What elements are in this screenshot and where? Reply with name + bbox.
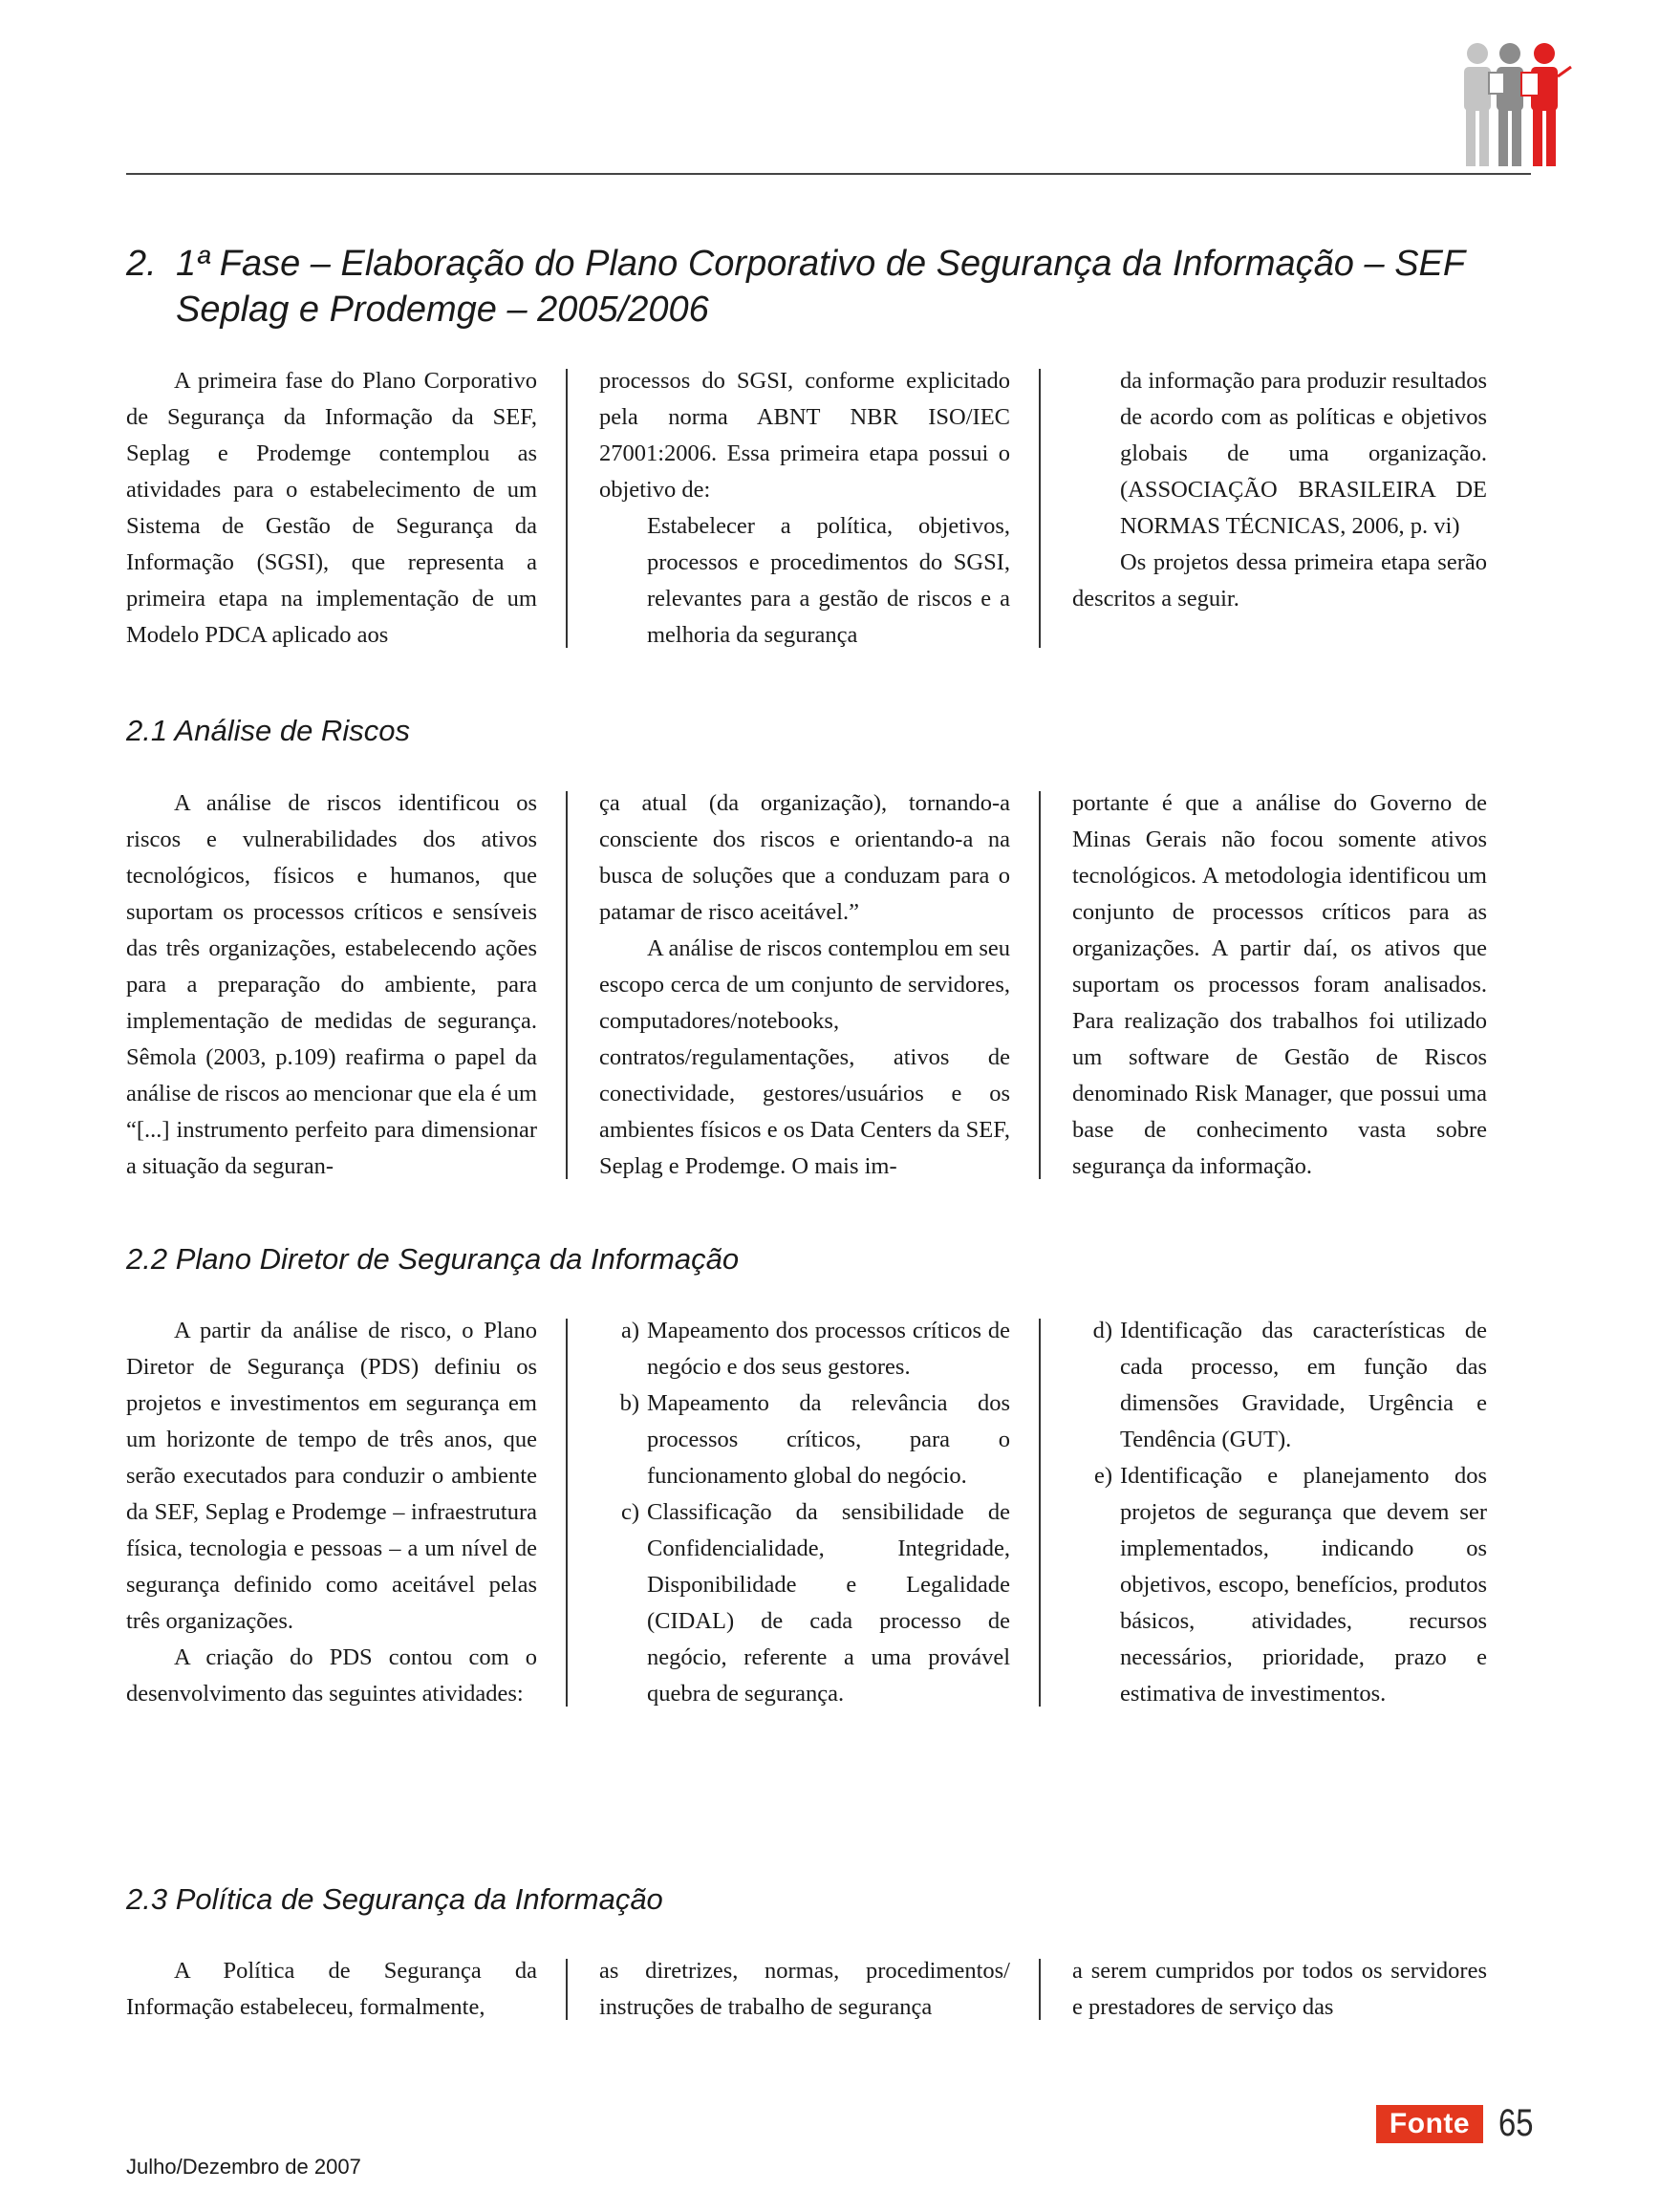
intro-col-2 bbox=[599, 363, 1010, 654]
three-people-icon bbox=[1451, 38, 1584, 172]
s21-col-1 bbox=[126, 785, 537, 1185]
intro-paragraph-2: processos do SGSI, conforme explicitado pela norma ABNT NBR ISO/IEC 27001:2006. Essa primeira etapa possui o objetivo de: bbox=[599, 368, 1010, 503]
title-line-2: Seplag e Prodemge – 2005/2006 bbox=[176, 290, 709, 330]
intro-col-3 bbox=[1072, 363, 1487, 654]
issue-date: Julho/Dezembro de 2007 bbox=[126, 2155, 361, 2179]
page-number: 65 bbox=[1498, 2102, 1534, 2144]
s21-col-2 bbox=[599, 785, 1010, 1185]
header-rule bbox=[126, 173, 1531, 175]
list-item: e) Identificação e planejamento dos projetos de segurança que devem ser implementados, indicando os objetivos, escopo, benefícios, produtos básicos, atividades, recursos necessários, prioridade, prazo e estimativa de investimentos. bbox=[1093, 1463, 1487, 1707]
title-number: 2. bbox=[126, 244, 157, 284]
section-2-1-columns bbox=[126, 785, 1487, 1185]
s22-col-3 bbox=[1072, 1313, 1487, 1712]
s22-col-1 bbox=[126, 1313, 537, 1712]
s23-paragraph-1: A Política de Segurança da Informação estabeleceu, formalmente, bbox=[126, 1958, 537, 2020]
s21-col-3 bbox=[1072, 785, 1487, 1185]
activity-list-part-1 bbox=[599, 1313, 1010, 1712]
intro-col-1 bbox=[126, 363, 537, 654]
section-heading-2-1: 2.1 Análise de Riscos bbox=[126, 714, 410, 747]
s21-paragraph-2: ça atual (da organização), tornando-a consciente dos riscos e orientando-a na busca de soluções que a conduzam para o patamar de risco aceitável.” bbox=[599, 790, 1010, 925]
s21-paragraph-3: A análise de riscos contemplou em seu escopo cerca de um conjunto de servidores, computadores/notebooks, contratos/regulamentações, ativos de conectividade, gestores/usuários e os ambientes físicos e os Data Centers da SEF, Seplag e Prodemge. O mais im- bbox=[599, 935, 1010, 1179]
title-line-1: 1ª Fase – Elaboração do Plano Corporativo de Segurança da Informação – SEF bbox=[176, 244, 1466, 284]
s21-paragraph-4: portante é que a análise do Governo de Minas Gerais não focou somente ativos tecnológicos. A metodologia identificou um conjunto de processos críticos para as organizações. A partir daí, os ativos que suportam os processos foram analisados. Para realização dos trabalhos foi utilizado um software de Gestão de Riscos denominado Risk Manager, que possui uma base de conhecimento vasta sobre segurança da informação. bbox=[1072, 790, 1487, 1179]
intro-paragraph-3: Os projetos dessa primeira etapa serão descritos a seguir. bbox=[1072, 549, 1487, 612]
main-title bbox=[126, 241, 1502, 333]
s22-col-2 bbox=[599, 1313, 1010, 1712]
s21-paragraph-1: A análise de riscos identificou os riscos e vulnerabilidades dos ativos tecnológicos, físicos e humanos, que suportam os processos críticos e sensíveis das três organizações, estabelecendo ações para a preparação do ambiente, para implementação de medidas de segurança. Sêmola (2003, p.109) reafirma o papel da análise de riscos ao mencionar que ela é um “[...] instrumento perfeito para dimensionar a situação da seguran- bbox=[126, 790, 537, 1179]
intro-quote-part-2: da informação para produzir resultados de acordo com as políticas e objetivos globais de uma organização. (ASSOCIAÇÃO BRASILEIRA DE NORMAS TÉCNICAS, 2006, p. vi) bbox=[1120, 368, 1487, 539]
s23-col-2 bbox=[599, 1953, 1010, 2026]
s23-paragraph-3: a serem cumpridos por todos os servidores e prestadores de serviço das bbox=[1072, 1958, 1487, 2020]
intro-quote-part-1: Estabelecer a política, objetivos, processos e procedimentos do SGSI, relevantes para a gestão de riscos e a melhoria da segurança bbox=[647, 513, 1010, 648]
list-item: a) Mapeamento dos processos críticos de negócio e dos seus gestores. bbox=[620, 1318, 1010, 1380]
section-heading-2-3: 2.3 Política de Segurança da Informação bbox=[126, 1882, 663, 1916]
list-item: b) Mapeamento da relevância dos processos críticos, para o funcionamento global do negócio. bbox=[619, 1390, 1010, 1489]
magazine-logo: Fonte bbox=[1376, 2105, 1483, 2143]
activity-list-part-2 bbox=[1072, 1313, 1487, 1712]
list-item: c) Classificação da sensibilidade de Confidencialidade, Integridade, Disponibilidade e Legalidade (CIDAL) de cada processo de negócio, referente a uma provável quebra de segurança. bbox=[620, 1499, 1010, 1707]
s23-paragraph-2: as diretrizes, normas, procedimentos/ instruções de trabalho de segurança bbox=[599, 1958, 1010, 2020]
s23-col-1 bbox=[126, 1953, 537, 2026]
section-2-2-columns bbox=[126, 1313, 1487, 1712]
list-item: d) Identificação das características de cada processo, em função das dimensões Gravidade, Urgência e Tendência (GUT). bbox=[1092, 1318, 1487, 1452]
intro-paragraph-1: A primeira fase do Plano Corporativo de Segurança da Informação da SEF, Seplag e Prodemge contemplou as atividades para o estabelecimento de um Sistema de Gestão de Segurança da Informação (SGSI), que representa a primeira etapa na implementação de um Modelo PDCA aplicado aos bbox=[126, 368, 537, 648]
section-2-3-columns bbox=[126, 1953, 1487, 2026]
section-heading-2-2: 2.2 Plano Diretor de Segurança da Informação bbox=[126, 1242, 740, 1276]
s23-col-3 bbox=[1072, 1953, 1487, 2026]
intro-columns bbox=[126, 363, 1487, 654]
s22-paragraph-2: A criação do PDS contou com o desenvolvimento das seguintes atividades: bbox=[126, 1644, 537, 1707]
s22-paragraph-1: A partir da análise de risco, o Plano Diretor de Segurança (PDS) definiu os projetos e investimentos em segurança em um horizonte de tempo de três anos, que serão executados para conduzir o ambiente da SEF, Seplag e Prodemge – infraestrutura física, tecnologia e pessoas – a um nível de segurança definido como aceitável pelas três organizações. bbox=[126, 1318, 537, 1634]
